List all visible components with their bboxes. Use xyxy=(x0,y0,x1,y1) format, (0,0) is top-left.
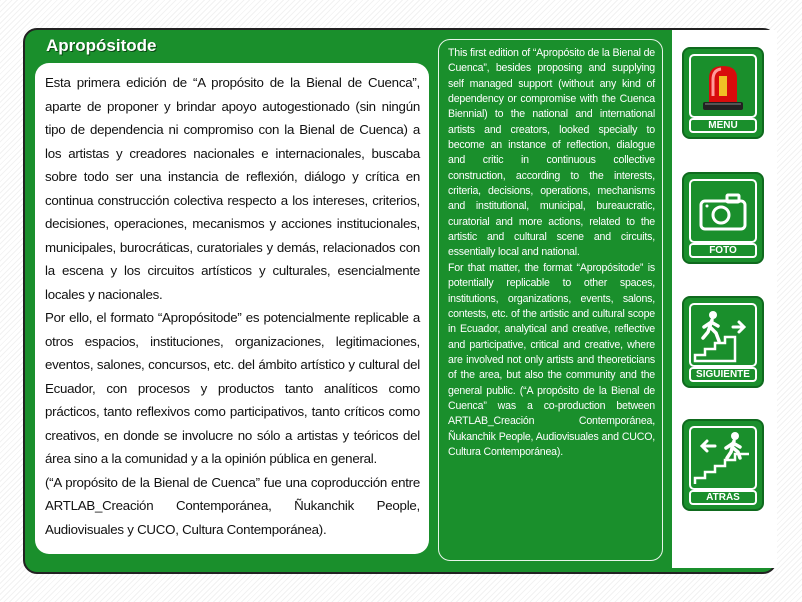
menu-icon-frame xyxy=(689,54,757,118)
spanish-paragraph-2: Por ello, el formato “Apropósitode” es potencialmente replicable a otros espacios, instituciones, organizaciones, legitimaciones, eventos, salones, concursos, etc. del ámbito artístico y cultural del Ecuador, con procesos y productos tanto analíticos como prácticos, tanto reflexivos como participativos, tanto críticos como creativos, en donde se involucre no sólo a artistas y teóricos del área sino a la comunidad y a la opinión pública en general. xyxy=(45,310,420,466)
english-paragraph-1: This first edition of “Apropósito de la Bienal de Cuenca”, besides proposing and supplying self managed support (without any kind of dependency or compromise with the Cuenca Biennial) to the national and international artists and creators, looked specially to become an instance of reflection, dialogue and critic in continuous collective construction, according to the interests, criteria, decisions, operations, mechanisms and institutional, municipal, bureaucratic, curatorial and more actions, related to the artistic and cultural scene and circuits, essentially local and national. xyxy=(448,47,655,259)
next-label: SIGUIENTE xyxy=(689,367,757,382)
siren-icon xyxy=(691,56,755,116)
next-button[interactable] xyxy=(682,296,764,388)
english-paragraph-2: For that matter, the format “Apropósitode” is potentially replicable to other spaces, institutions, organizations, events, salons, contests, etc. of the artistic and cultural scope in Ecuador, analytical and creative, reflective and participative, critical and creative, where are involved not only artists and theoreticians of the area, but also the community and the general public. (“A propósito de la Bienal de Cuenca” was a co-production between ARTLAB_Creación Contemporánea, Ñukanchik People, Audiovisuales and CUCO, Cultura Contemporánea). xyxy=(448,261,655,458)
next-icon-frame xyxy=(689,303,757,367)
spanish-text-panel xyxy=(35,63,429,554)
back-icon-frame xyxy=(689,426,757,490)
photo-button[interactable] xyxy=(682,172,764,264)
photo-label: FOTO xyxy=(689,243,757,258)
back-button[interactable] xyxy=(682,419,764,511)
menu-button[interactable] xyxy=(682,47,764,139)
page-title: Apropósitode xyxy=(46,36,157,55)
spanish-paragraph-1: Esta primera edición de “A propósito de la Bienal de Cuenca”, aparte de proponer y brindar apoyo autogestionado (sin ningún tipo de dependencia ni compromiso con la Bienal de Cuenca) a los artistas y creadores nacionales e internacionales, buscaba sobre todo ser una instancia de reflexión, diálogo y crítica en continua construcción colectiva respecto a los intereses, criterios, decisiones, operaciones, mecanismos y acciones institucionales, municipales, burocráticas, curatoriales y demás, relacionados con la escena y los circuitos artísticos y culturales, esencialmente locales y nacionales. xyxy=(45,75,420,302)
back-label: ATRÁS xyxy=(689,490,757,505)
menu-label: MENÚ xyxy=(689,118,757,133)
stairs-up-exit-icon xyxy=(691,305,755,365)
camera-icon xyxy=(691,181,755,241)
stairs-down-exit-icon xyxy=(691,428,755,488)
spanish-paragraph-3: (“A propósito de la Bienal de Cuenca” fue una coproducción entre ARTLAB_Creación Contemporánea, Ñukanchik People, Audiovisuales y CUCO, Cultura Contemporánea). xyxy=(45,474,420,537)
photo-icon-frame xyxy=(689,179,757,243)
english-text-panel xyxy=(438,39,663,561)
